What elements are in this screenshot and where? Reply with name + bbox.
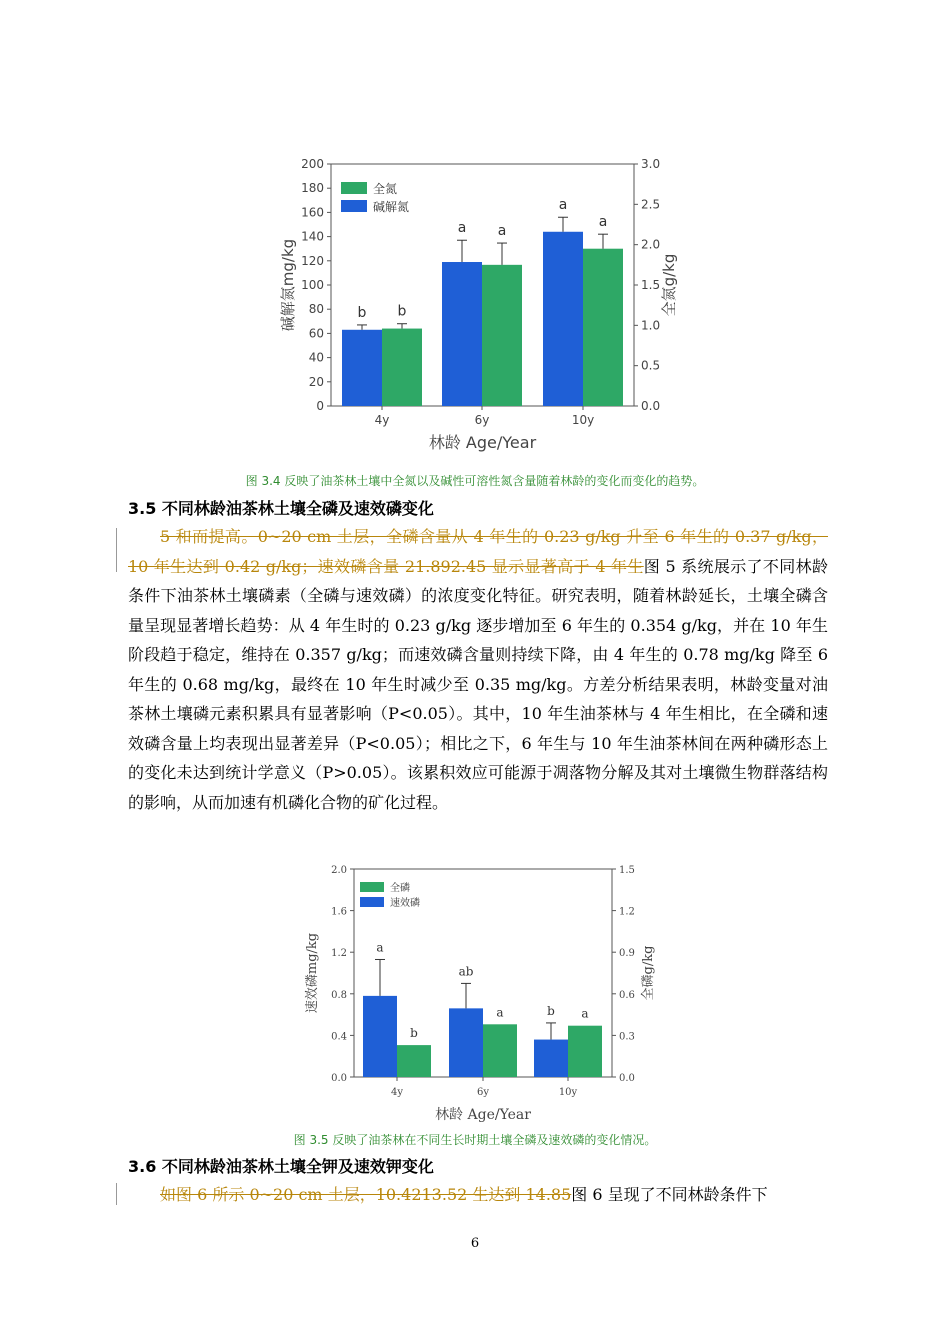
right-axis-tick-label: 0.5 (641, 358, 661, 373)
significance-letter: a (376, 940, 384, 955)
significance-letter: a (457, 220, 467, 237)
left-axis-tick-label: 0.4 (331, 1031, 347, 1043)
left-axis-tick-label: 40 (308, 350, 324, 365)
left-axis-tick-label: 80 (308, 302, 324, 317)
right-axis-tick-label: 1.5 (641, 278, 661, 292)
right-axis-tick-label: 0.0 (641, 399, 661, 413)
x-axis-tick-label: 10y (558, 1087, 578, 1098)
legend-label: 碱解氮 (373, 200, 410, 214)
right-axis-tick-label: 3.0 (641, 157, 661, 171)
right-axis-tick-label: 1.2 (619, 906, 635, 918)
left-axis-tick-label: 0 (316, 399, 324, 413)
left-axis-tick-label: 100 (301, 278, 324, 292)
section-3-6-paragraph (128, 1180, 828, 1210)
bar (449, 1008, 483, 1077)
right-axis-tick-label: 0.9 (619, 948, 635, 960)
legend-label: 全磷 (390, 883, 410, 894)
left-axis-tick-label: 2.0 (331, 865, 347, 876)
left-axis-title: 速效磷mg/kg (305, 932, 320, 1014)
left-axis-tick-label: 120 (301, 253, 324, 268)
right-axis-tick-label: 1.0 (641, 318, 661, 333)
right-axis-tick-label: 0.0 (619, 1073, 635, 1084)
bar (363, 996, 397, 1077)
bar (397, 1045, 431, 1077)
significance-letter: a (598, 214, 608, 231)
right-axis-tick-label: 1.5 (619, 865, 635, 876)
significance-letter: a (558, 197, 568, 214)
left-axis-tick-label: 0.0 (331, 1073, 347, 1084)
left-axis-tick-label: 1.6 (331, 906, 347, 918)
left-axis-tick-label: 140 (301, 229, 324, 244)
left-axis-tick-label: 20 (308, 374, 324, 389)
x-axis-tick-label: 6y (476, 1087, 490, 1098)
figure-3-5-caption: 图 3.5 反映了油茶林在不同生长时期土壤全磷及速效磷的变化情况。 (293, 1133, 657, 1147)
figure-3-4-caption: 图 3.4 反映了油茶林土壤中全氮以及碱性可溶性氮含量随着林龄的变化而变化的趋势。 (245, 474, 705, 488)
paragraph-text: 图 5 系统展示了不同林龄条件下油茶林土壤磷素（全磷与速效磷）的浓度变化特征。研究表明，随着林龄延长，土壤全磷含量呈现显著增长趋势：从 4 年生时的 0.23 g/kg 逐步增加至 6 年生的 0.354 g/kg，并在 10 年生阶段趋于稳定，维持在 0.357 g/kg；而速效磷含量则持续下降，由 4 年生的 0.78 mg/kg 降至 6 年生的 0.68 mg/kg，最终在 10 年生时减少至 0.35 mg/kg。方差分析结果表明，林龄变量对油茶林土壤磷元素积累具有显著影响（P<0.05）。其中，10 年生油茶林与 4 年生相比，在全磷和速效磷含量上均表现出显著差异（P<0.05）；相比之下，6 年生与 10 年生油茶林间在两种磷形态上的变化未达到统计学意义（P>0.05）。该累积效应可能源于凋落物分解及其对土壤微生物群落结构的影响，从而加速有机磷化合物的矿化过程。 (128, 556, 828, 812)
right-axis-tick-label: 2.0 (641, 237, 661, 252)
significance-letter: ab (458, 964, 474, 979)
left-axis-tick-label: 1.2 (331, 948, 347, 960)
left-axis-tick-label: 0.8 (331, 989, 347, 1001)
bar (534, 1040, 568, 1077)
legend-swatch (360, 897, 384, 907)
revision-change-bar (116, 1183, 117, 1205)
left-axis-tick-label: 160 (301, 205, 324, 220)
deleted-text: 5 和而提高。0~20 cm 土层，全磷含量从 4 年生的 0.23 g/kg 升至 6 年生的 0.37 g/kg，10 年生达到 0.42 g/kg；速效磷含量 21.892.45 显示显著高于 4 年生 (128, 527, 828, 576)
deleted-text: 如图 6 所示 0~20 cm 土层，10.4213.52 生达到 14.85 (160, 1185, 572, 1204)
legend-label: 速效磷 (390, 898, 420, 909)
section-3-6-heading: 3.6 不同林龄油茶林土壤全钾及速效钾变化 (128, 1157, 434, 1176)
right-axis-tick-label: 0.6 (619, 989, 635, 1001)
right-axis-title: 全磷g/kg (641, 945, 656, 1001)
paragraph-text: 图 6 呈现了不同林龄条件下 (571, 1185, 768, 1204)
legend-swatch (360, 882, 384, 892)
left-axis-tick-label: 180 (301, 181, 324, 196)
left-axis-tick-label: 200 (301, 157, 324, 171)
x-axis-tick-label: 10y (571, 413, 595, 427)
bar (568, 1026, 602, 1077)
bar (483, 1024, 517, 1077)
significance-letter: a (496, 1005, 504, 1020)
significance-letter: b (410, 1026, 418, 1041)
right-axis-tick-label: 0.3 (619, 1031, 635, 1043)
x-axis-tick-label: 4y (390, 1087, 404, 1098)
x-axis-tick-label: 6y (474, 413, 490, 427)
left-axis-title: 碱解氮mg/kg (279, 238, 297, 332)
section-3-5-heading: 3.5 不同林龄油茶林土壤全磷及速效磷变化 (128, 499, 434, 518)
significance-letter: b (547, 1003, 555, 1018)
legend-label: 全氮 (373, 182, 398, 196)
significance-letter: a (497, 223, 507, 240)
page-number: 6 (470, 1236, 480, 1251)
significance-letter: b (357, 304, 367, 321)
right-axis-title: 全氮g/kg (660, 253, 678, 317)
left-axis-tick-label: 60 (308, 326, 324, 341)
right-axis-tick-label: 2.5 (641, 197, 661, 212)
significance-letter: a (581, 1006, 589, 1021)
x-axis-title: 林龄 Age/Year (435, 1107, 531, 1123)
significance-letter: b (397, 303, 407, 320)
x-axis-tick-label: 4y (374, 413, 390, 427)
x-axis-title: 林龄 Age/Year (428, 433, 537, 452)
